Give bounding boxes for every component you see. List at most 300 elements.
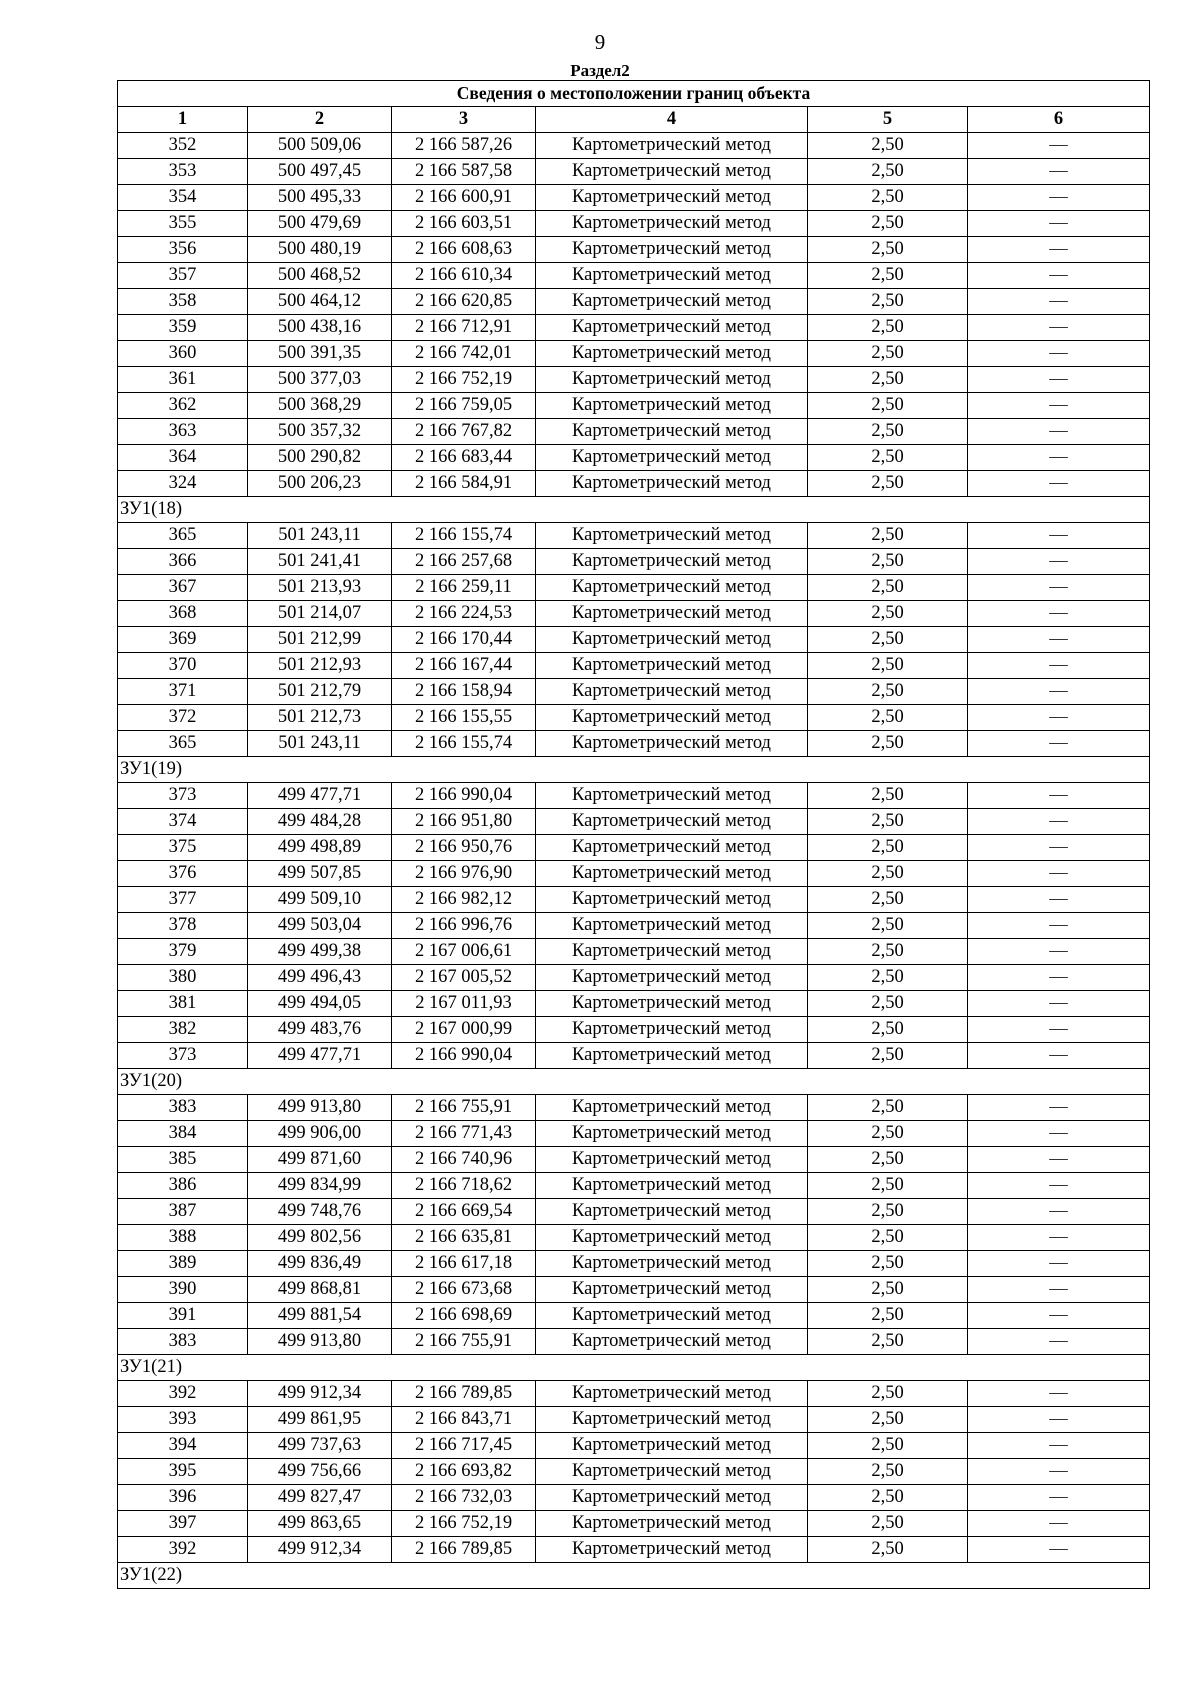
point-number-cell: 371 — [118, 679, 248, 705]
accuracy-cell: 2,50 — [808, 549, 968, 575]
method-cell: Картометрический метод — [536, 1381, 808, 1407]
accuracy-cell: 2,50 — [808, 705, 968, 731]
y-coordinate-cell: 2 166 950,76 — [392, 835, 536, 861]
point-number-cell: 389 — [118, 1251, 248, 1277]
x-coordinate-cell: 501 212,99 — [248, 627, 392, 653]
method-cell: Картометрический метод — [536, 289, 808, 315]
point-number-cell: 394 — [118, 1433, 248, 1459]
y-coordinate-cell: 2 166 740,96 — [392, 1147, 536, 1173]
note-cell: — — [968, 1511, 1150, 1537]
table-row — [118, 1225, 1150, 1251]
accuracy-cell: 2,50 — [808, 1511, 968, 1537]
y-coordinate-cell: 2 166 752,19 — [392, 1511, 536, 1537]
table-row — [118, 653, 1150, 679]
point-number-cell: 392 — [118, 1537, 248, 1563]
column-number: 5 — [808, 107, 968, 133]
accuracy-cell: 2,50 — [808, 861, 968, 887]
point-number-cell: 377 — [118, 887, 248, 913]
accuracy-cell: 2,50 — [808, 653, 968, 679]
table-row — [118, 627, 1150, 653]
accuracy-cell: 2,50 — [808, 471, 968, 497]
table-row — [118, 575, 1150, 601]
table-row — [118, 185, 1150, 211]
y-coordinate-cell: 2 166 982,12 — [392, 887, 536, 913]
method-cell: Картометрический метод — [536, 1043, 808, 1069]
method-cell: Картометрический метод — [536, 1433, 808, 1459]
point-number-cell: 375 — [118, 835, 248, 861]
y-coordinate-cell: 2 166 603,51 — [392, 211, 536, 237]
table-row — [118, 263, 1150, 289]
table-row — [118, 133, 1150, 159]
x-coordinate-cell: 500 480,19 — [248, 237, 392, 263]
accuracy-cell: 2,50 — [808, 159, 968, 185]
point-number-cell: 391 — [118, 1303, 248, 1329]
note-cell: — — [968, 783, 1150, 809]
x-coordinate-cell: 499 906,00 — [248, 1121, 392, 1147]
group-label: ЗУ1(19) — [118, 757, 1150, 783]
method-cell: Картометрический метод — [536, 315, 808, 341]
note-cell: — — [968, 1303, 1150, 1329]
method-cell: Картометрический метод — [536, 627, 808, 653]
y-coordinate-cell: 2 166 669,54 — [392, 1199, 536, 1225]
x-coordinate-cell: 500 357,32 — [248, 419, 392, 445]
x-coordinate-cell: 499 913,80 — [248, 1329, 392, 1355]
point-number-cell: 353 — [118, 159, 248, 185]
accuracy-cell: 2,50 — [808, 1537, 968, 1563]
y-coordinate-cell: 2 166 718,62 — [392, 1173, 536, 1199]
method-cell: Картометрический метод — [536, 185, 808, 211]
note-cell: — — [968, 1485, 1150, 1511]
table-row — [118, 1277, 1150, 1303]
y-coordinate-cell: 2 166 717,45 — [392, 1433, 536, 1459]
method-cell: Картометрический метод — [536, 523, 808, 549]
group-row — [118, 1355, 1150, 1381]
x-coordinate-cell: 501 214,07 — [248, 601, 392, 627]
x-coordinate-cell: 499 802,56 — [248, 1225, 392, 1251]
x-coordinate-cell: 499 836,49 — [248, 1251, 392, 1277]
note-cell: — — [968, 315, 1150, 341]
accuracy-cell: 2,50 — [808, 1277, 968, 1303]
x-coordinate-cell: 499 756,66 — [248, 1459, 392, 1485]
method-cell: Картометрический метод — [536, 419, 808, 445]
note-cell: — — [968, 133, 1150, 159]
table-row — [118, 1485, 1150, 1511]
accuracy-cell: 2,50 — [808, 185, 968, 211]
accuracy-cell: 2,50 — [808, 341, 968, 367]
table-row — [118, 445, 1150, 471]
group-label: ЗУ1(18) — [118, 497, 1150, 523]
group-row — [118, 1069, 1150, 1095]
method-cell: Картометрический метод — [536, 653, 808, 679]
method-cell: Картометрический метод — [536, 939, 808, 965]
x-coordinate-cell: 500 368,29 — [248, 393, 392, 419]
point-number-cell: 360 — [118, 341, 248, 367]
accuracy-cell: 2,50 — [808, 1485, 968, 1511]
accuracy-cell: 2,50 — [808, 627, 968, 653]
x-coordinate-cell: 500 509,06 — [248, 133, 392, 159]
note-cell: — — [968, 1537, 1150, 1563]
y-coordinate-cell: 2 166 990,04 — [392, 783, 536, 809]
table-caption: Сведения о местоположении границ объекта — [118, 81, 1150, 107]
y-coordinate-cell: 2 166 620,85 — [392, 289, 536, 315]
x-coordinate-cell: 499 477,71 — [248, 783, 392, 809]
table-row — [118, 1017, 1150, 1043]
method-cell: Картометрический метод — [536, 731, 808, 757]
method-cell: Картометрический метод — [536, 1121, 808, 1147]
table-row — [118, 965, 1150, 991]
note-cell: — — [968, 445, 1150, 471]
note-cell: — — [968, 1277, 1150, 1303]
note-cell: — — [968, 835, 1150, 861]
method-cell: Картометрический метод — [536, 341, 808, 367]
method-cell: Картометрический метод — [536, 1537, 808, 1563]
accuracy-cell: 2,50 — [808, 1095, 968, 1121]
method-cell: Картометрический метод — [536, 1277, 808, 1303]
table-row — [118, 1511, 1150, 1537]
note-cell: — — [968, 1173, 1150, 1199]
page-number: 9 — [594, 30, 606, 54]
accuracy-cell: 2,50 — [808, 601, 968, 627]
method-cell: Картометрический метод — [536, 263, 808, 289]
method-cell: Картометрический метод — [536, 1407, 808, 1433]
point-number-cell: 359 — [118, 315, 248, 341]
note-cell: — — [968, 237, 1150, 263]
y-coordinate-cell: 2 166 742,01 — [392, 341, 536, 367]
table-row — [118, 731, 1150, 757]
y-coordinate-cell: 2 167 006,61 — [392, 939, 536, 965]
y-coordinate-cell: 2 166 767,82 — [392, 419, 536, 445]
accuracy-cell: 2,50 — [808, 1147, 968, 1173]
y-coordinate-cell: 2 166 771,43 — [392, 1121, 536, 1147]
note-cell: — — [968, 1433, 1150, 1459]
accuracy-cell: 2,50 — [808, 1459, 968, 1485]
method-cell: Картометрический метод — [536, 445, 808, 471]
accuracy-cell: 2,50 — [808, 1017, 968, 1043]
accuracy-cell: 2,50 — [808, 1407, 968, 1433]
y-coordinate-cell: 2 166 600,91 — [392, 185, 536, 211]
x-coordinate-cell: 501 212,79 — [248, 679, 392, 705]
table-row — [118, 159, 1150, 185]
note-cell: — — [968, 627, 1150, 653]
table-row — [118, 861, 1150, 887]
x-coordinate-cell: 500 290,82 — [248, 445, 392, 471]
note-cell: — — [968, 939, 1150, 965]
x-coordinate-cell: 499 827,47 — [248, 1485, 392, 1511]
table-row — [118, 471, 1150, 497]
x-coordinate-cell: 500 495,33 — [248, 185, 392, 211]
method-cell: Картометрический метод — [536, 1095, 808, 1121]
x-coordinate-cell: 499 507,85 — [248, 861, 392, 887]
method-cell: Картометрический метод — [536, 1251, 808, 1277]
y-coordinate-cell: 2 166 843,71 — [392, 1407, 536, 1433]
accuracy-cell: 2,50 — [808, 783, 968, 809]
method-cell: Картометрический метод — [536, 1329, 808, 1355]
method-cell: Картометрический метод — [536, 237, 808, 263]
table-row — [118, 679, 1150, 705]
note-cell: — — [968, 809, 1150, 835]
table-row — [118, 1381, 1150, 1407]
method-cell: Картометрический метод — [536, 679, 808, 705]
point-number-cell: 357 — [118, 263, 248, 289]
y-coordinate-cell: 2 166 789,85 — [392, 1537, 536, 1563]
table-row — [118, 1147, 1150, 1173]
accuracy-cell: 2,50 — [808, 1381, 968, 1407]
note-cell: — — [968, 1407, 1150, 1433]
x-coordinate-cell: 499 912,34 — [248, 1381, 392, 1407]
section-title: Раздел2 — [570, 61, 630, 80]
table-row — [118, 601, 1150, 627]
method-cell: Картометрический метод — [536, 211, 808, 237]
note-cell: — — [968, 211, 1150, 237]
note-cell: — — [968, 731, 1150, 757]
note-cell: — — [968, 679, 1150, 705]
note-cell: — — [968, 1147, 1150, 1173]
table-row — [118, 211, 1150, 237]
table-row — [118, 1199, 1150, 1225]
x-coordinate-cell: 499 834,99 — [248, 1173, 392, 1199]
method-cell: Картометрический метод — [536, 861, 808, 887]
note-cell: — — [968, 341, 1150, 367]
note-cell: — — [968, 523, 1150, 549]
point-number-cell: 381 — [118, 991, 248, 1017]
accuracy-cell: 2,50 — [808, 1433, 968, 1459]
y-coordinate-cell: 2 166 155,74 — [392, 731, 536, 757]
y-coordinate-cell: 2 166 693,82 — [392, 1459, 536, 1485]
table-row — [118, 1121, 1150, 1147]
x-coordinate-cell: 499 509,10 — [248, 887, 392, 913]
y-coordinate-cell: 2 166 673,68 — [392, 1277, 536, 1303]
note-cell: — — [968, 549, 1150, 575]
y-coordinate-cell: 2 166 789,85 — [392, 1381, 536, 1407]
x-coordinate-cell: 499 868,81 — [248, 1277, 392, 1303]
x-coordinate-cell: 501 212,73 — [248, 705, 392, 731]
group-row — [118, 497, 1150, 523]
accuracy-cell: 2,50 — [808, 991, 968, 1017]
note-cell: — — [968, 861, 1150, 887]
method-cell: Картометрический метод — [536, 809, 808, 835]
point-number-cell: 374 — [118, 809, 248, 835]
accuracy-cell: 2,50 — [808, 393, 968, 419]
accuracy-cell: 2,50 — [808, 965, 968, 991]
point-number-cell: 369 — [118, 627, 248, 653]
table-row — [118, 1043, 1150, 1069]
point-number-cell: 352 — [118, 133, 248, 159]
point-number-cell: 363 — [118, 419, 248, 445]
x-coordinate-cell: 501 213,93 — [248, 575, 392, 601]
table-row — [118, 1459, 1150, 1485]
x-coordinate-cell: 499 881,54 — [248, 1303, 392, 1329]
y-coordinate-cell: 2 166 608,63 — [392, 237, 536, 263]
accuracy-cell: 2,50 — [808, 809, 968, 835]
table-row — [118, 1537, 1150, 1563]
note-cell: — — [968, 1381, 1150, 1407]
method-cell: Картометрический метод — [536, 705, 808, 731]
y-coordinate-cell: 2 166 259,11 — [392, 575, 536, 601]
y-coordinate-cell: 2 166 170,44 — [392, 627, 536, 653]
table-row — [118, 1303, 1150, 1329]
table-row — [118, 1251, 1150, 1277]
y-coordinate-cell: 2 166 990,04 — [392, 1043, 536, 1069]
method-cell: Картометрический метод — [536, 913, 808, 939]
x-coordinate-cell: 499 483,76 — [248, 1017, 392, 1043]
y-coordinate-cell: 2 166 155,55 — [392, 705, 536, 731]
accuracy-cell: 2,50 — [808, 1303, 968, 1329]
x-coordinate-cell: 499 861,95 — [248, 1407, 392, 1433]
note-cell: — — [968, 1251, 1150, 1277]
method-cell: Картометрический метод — [536, 783, 808, 809]
point-number-cell: 364 — [118, 445, 248, 471]
accuracy-cell: 2,50 — [808, 1225, 968, 1251]
y-coordinate-cell: 2 166 951,80 — [392, 809, 536, 835]
x-coordinate-cell: 500 497,45 — [248, 159, 392, 185]
table-row — [118, 393, 1150, 419]
accuracy-cell: 2,50 — [808, 445, 968, 471]
column-number: 3 — [392, 107, 536, 133]
table-row — [118, 783, 1150, 809]
y-coordinate-cell: 2 166 584,91 — [392, 471, 536, 497]
accuracy-cell: 2,50 — [808, 237, 968, 263]
accuracy-cell: 2,50 — [808, 679, 968, 705]
note-cell: — — [968, 367, 1150, 393]
table-row — [118, 367, 1150, 393]
x-coordinate-cell: 499 912,34 — [248, 1537, 392, 1563]
y-coordinate-cell: 2 166 587,26 — [392, 133, 536, 159]
note-cell: — — [968, 913, 1150, 939]
method-cell: Картометрический метод — [536, 991, 808, 1017]
note-cell: — — [968, 419, 1150, 445]
y-coordinate-cell: 2 166 712,91 — [392, 315, 536, 341]
x-coordinate-cell: 499 748,76 — [248, 1199, 392, 1225]
method-cell: Картометрический метод — [536, 471, 808, 497]
table-row — [118, 341, 1150, 367]
table-row — [118, 1433, 1150, 1459]
point-number-cell: 386 — [118, 1173, 248, 1199]
point-number-cell: 395 — [118, 1459, 248, 1485]
point-number-cell: 396 — [118, 1485, 248, 1511]
y-coordinate-cell: 2 166 155,74 — [392, 523, 536, 549]
note-cell: — — [968, 1043, 1150, 1069]
x-coordinate-cell: 500 377,03 — [248, 367, 392, 393]
y-coordinate-cell: 2 166 683,44 — [392, 445, 536, 471]
point-number-cell: 361 — [118, 367, 248, 393]
note-cell: — — [968, 1329, 1150, 1355]
table-row — [118, 549, 1150, 575]
method-cell: Картометрический метод — [536, 133, 808, 159]
point-number-cell: 383 — [118, 1329, 248, 1355]
method-cell: Картометрический метод — [536, 1173, 808, 1199]
accuracy-cell: 2,50 — [808, 887, 968, 913]
y-coordinate-cell: 2 166 996,76 — [392, 913, 536, 939]
method-cell: Картометрический метод — [536, 1147, 808, 1173]
x-coordinate-cell: 501 243,11 — [248, 731, 392, 757]
method-cell: Картометрический метод — [536, 1225, 808, 1251]
accuracy-cell: 2,50 — [808, 419, 968, 445]
table-row — [118, 835, 1150, 861]
table-row — [118, 289, 1150, 315]
y-coordinate-cell: 2 167 011,93 — [392, 991, 536, 1017]
point-number-cell: 365 — [118, 523, 248, 549]
accuracy-cell: 2,50 — [808, 263, 968, 289]
y-coordinate-cell: 2 166 755,91 — [392, 1329, 536, 1355]
point-number-cell: 367 — [118, 575, 248, 601]
point-number-cell: 365 — [118, 731, 248, 757]
method-cell: Картометрический метод — [536, 601, 808, 627]
point-number-cell: 362 — [118, 393, 248, 419]
method-cell: Картометрический метод — [536, 367, 808, 393]
table-row — [118, 705, 1150, 731]
note-cell: — — [968, 1121, 1150, 1147]
table-row — [118, 991, 1150, 1017]
x-coordinate-cell: 500 479,69 — [248, 211, 392, 237]
x-coordinate-cell: 499 871,60 — [248, 1147, 392, 1173]
accuracy-cell: 2,50 — [808, 1121, 968, 1147]
point-number-cell: 358 — [118, 289, 248, 315]
table-row — [118, 809, 1150, 835]
method-cell: Картометрический метод — [536, 1303, 808, 1329]
accuracy-cell: 2,50 — [808, 913, 968, 939]
method-cell: Картометрический метод — [536, 1017, 808, 1043]
table-row — [118, 1095, 1150, 1121]
column-number: 1 — [118, 107, 248, 133]
table-row — [118, 1329, 1150, 1355]
point-number-cell: 383 — [118, 1095, 248, 1121]
y-coordinate-cell: 2 166 755,91 — [392, 1095, 536, 1121]
point-number-cell: 376 — [118, 861, 248, 887]
column-number: 6 — [968, 107, 1150, 133]
column-number: 2 — [248, 107, 392, 133]
y-coordinate-cell: 2 166 635,81 — [392, 1225, 536, 1251]
point-number-cell: 379 — [118, 939, 248, 965]
note-cell: — — [968, 393, 1150, 419]
y-coordinate-cell: 2 166 976,90 — [392, 861, 536, 887]
y-coordinate-cell: 2 166 167,44 — [392, 653, 536, 679]
note-cell: — — [968, 991, 1150, 1017]
y-coordinate-cell: 2 166 224,53 — [392, 601, 536, 627]
method-cell: Картометрический метод — [536, 887, 808, 913]
accuracy-cell: 2,50 — [808, 1329, 968, 1355]
accuracy-cell: 2,50 — [808, 211, 968, 237]
point-number-cell: 370 — [118, 653, 248, 679]
note-cell: — — [968, 887, 1150, 913]
group-label: ЗУ1(21) — [118, 1355, 1150, 1381]
group-label: ЗУ1(20) — [118, 1069, 1150, 1095]
accuracy-cell: 2,50 — [808, 575, 968, 601]
accuracy-cell: 2,50 — [808, 731, 968, 757]
x-coordinate-cell: 499 477,71 — [248, 1043, 392, 1069]
x-coordinate-cell: 499 498,89 — [248, 835, 392, 861]
table-row — [118, 939, 1150, 965]
x-coordinate-cell: 499 496,43 — [248, 965, 392, 991]
point-number-cell: 382 — [118, 1017, 248, 1043]
point-number-cell: 372 — [118, 705, 248, 731]
note-cell: — — [968, 575, 1150, 601]
point-number-cell: 324 — [118, 471, 248, 497]
note-cell: — — [968, 1225, 1150, 1251]
accuracy-cell: 2,50 — [808, 289, 968, 315]
note-cell: — — [968, 185, 1150, 211]
x-coordinate-cell: 499 863,65 — [248, 1511, 392, 1537]
table-row — [118, 315, 1150, 341]
method-cell: Картометрический метод — [536, 575, 808, 601]
y-coordinate-cell: 2 166 759,05 — [392, 393, 536, 419]
point-number-cell: 388 — [118, 1225, 248, 1251]
point-number-cell: 397 — [118, 1511, 248, 1537]
y-coordinate-cell: 2 166 587,58 — [392, 159, 536, 185]
caption-row — [118, 81, 1150, 107]
accuracy-cell: 2,50 — [808, 133, 968, 159]
point-number-cell: 384 — [118, 1121, 248, 1147]
point-number-cell: 373 — [118, 783, 248, 809]
